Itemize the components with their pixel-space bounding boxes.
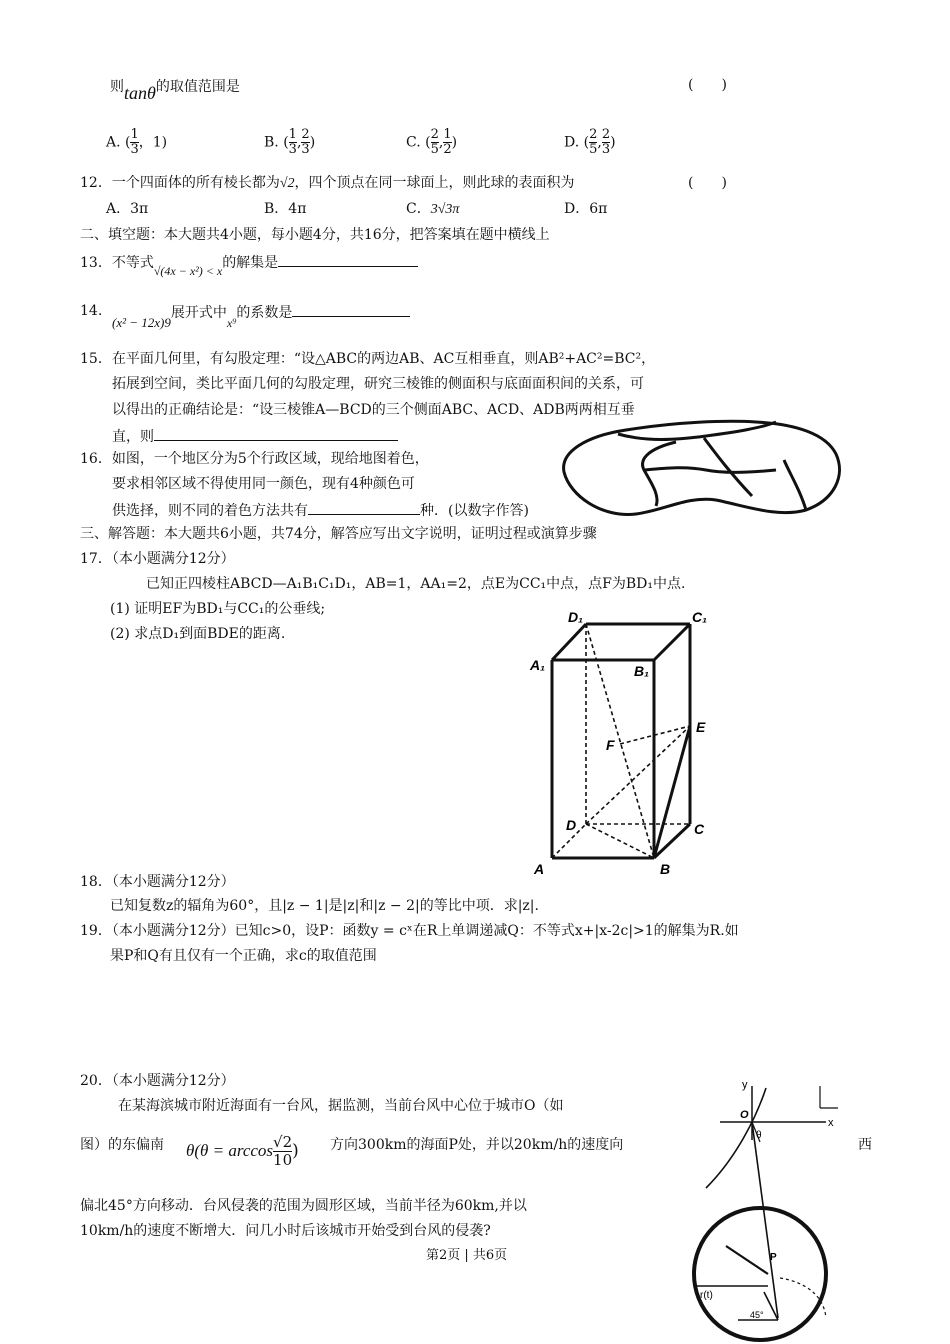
q20-line-3: 偏北45°方向移动．台风侵袭的范围为圆形区域，当前半径为60km,并以 <box>80 1198 527 1214</box>
q17-fig-label-c: C <box>694 821 705 837</box>
q16-region-map <box>556 414 846 520</box>
q17-fig-label-d: D <box>566 817 577 833</box>
q20-fig-label-y: y <box>742 1079 748 1091</box>
q20-fig-label-x: x <box>828 1117 834 1129</box>
q20-fig-label-theta: θ <box>756 1130 762 1141</box>
q17-line-1: 已知正四棱柱ABCD—A₁B₁C₁D₁，AB=1，AA₁=2，点E为CC₁中点，点F为BD₁中点. <box>146 576 686 592</box>
q20-line-2-end: 西 <box>858 1137 872 1153</box>
q20-line-2a: 图）的东偏南 <box>80 1137 164 1153</box>
q16-line-3: 供选择，则不同的着色方法共有 种．(以数字作答) <box>112 500 529 520</box>
section-fill-in-heading: 二、填空题：本大题共4小题，每小题4分，共16分，把答案填在题中横线上 <box>80 227 550 243</box>
q18-heading: 18．（本小题满分12分） <box>80 874 235 890</box>
q17-fig-label-e: E <box>696 719 706 735</box>
q20-line-1: 在某海滨城市附近海面有一台风，据监测，当前台风中心位于城市O（如 <box>118 1098 564 1114</box>
q17-heading: 17．（本小题满分12分） <box>80 551 235 567</box>
q17-part-1: (1) 证明EF为BD₁与CC₁的公垂线; <box>110 601 326 617</box>
q11-option-c: C. ( $\frac{2}{5}$ , $\frac{1}{2}$ ) <box>406 127 458 157</box>
q12-answer-paren: ( ) <box>688 175 727 191</box>
q19-line-1: 19．（本小题满分12分）已知c>0，设P：函数y = cˣ在R上单调递减Q：不等式x+|x-2c|>1的解集为R.如 <box>80 923 739 939</box>
q16-answer-blank[interactable] <box>308 500 420 515</box>
q15-answer-blank[interactable] <box>154 426 398 441</box>
q17-prism-figure <box>526 604 726 876</box>
q19-line-2: 果P和Q有且仅有一个正确，求c的取值范围 <box>110 948 377 964</box>
q11-option-d: D. ( $\frac{2}{5}$ , $\frac{2}{3}$ ) <box>564 127 616 157</box>
q17-fig-label-c1: C₁ <box>692 609 708 625</box>
q12-option-b: B．4π <box>264 201 307 217</box>
page-footer: 第2页 | 共6页 <box>426 1248 508 1263</box>
q20-heading: 20．（本小题满分12分） <box>80 1073 235 1089</box>
q20-line-2b: 方向300km的海面P处，并以20km/h的速度向 <box>330 1137 624 1153</box>
q20-theta-formula: θ(θ = arccos $\frac{√2}{10}$ ) <box>186 1133 299 1169</box>
q13-stem: 13．不等式√(4x − x²) < x的解集是 <box>80 252 418 272</box>
q17-fig-label-b: B <box>660 861 671 876</box>
q11-answer-paren: ( ) <box>688 77 727 93</box>
q17-fig-label-a: A <box>534 861 545 876</box>
q14-stem: 14. <box>80 303 103 319</box>
q15-line-3: 以得出的正确结论是：“设三棱锥A—BCD的三个侧面ABC、ACD、ADB两两相互垂 <box>112 402 635 418</box>
q17-fig-label-a1: A₁ <box>530 657 546 673</box>
q14-answer-blank[interactable] <box>292 302 410 317</box>
section-solutions-heading: 三、解答题：本大题共6小题，共74分，解答应写出文字说明，证明过程或演算步骤 <box>80 526 597 542</box>
q11-option-a: A. ( $\frac{1}{3}$ ，1) <box>106 127 168 157</box>
q17-fig-label-d1: D₁ <box>568 609 584 625</box>
q15-line-1: 15．在平面几何里，有勾股定理：“设△ABC的两边AB、AC互相垂直，则AB²+AC²=BC²， <box>80 351 656 367</box>
q11-stem: 则tanθ的取值范围是 <box>110 79 240 103</box>
q15-line-2: 拓展到空间，类比平面几何的勾股定理，研究三棱锥的侧面积与底面面积间的关系，可 <box>112 376 644 392</box>
q12-option-d: D．6π <box>564 201 608 217</box>
q20-fig-label-o: O <box>740 1109 749 1121</box>
q17-fig-label-f: F <box>606 737 615 753</box>
q12-option-a: A．3π <box>106 201 149 217</box>
q16-line-1: 16．如图，一个地区分为5个行政区域，现给地图着色， <box>80 451 429 467</box>
q12-stem: 12．一个四面体的所有棱长都为√2，四个顶点在同一球面上，则此球的表面积为 <box>80 175 575 191</box>
q18-line-1: 已知复数z的辐角为60°，且|z − 1|是|z|和|z − 2|的等比中项．求|z|. <box>110 898 539 914</box>
q12-option-c: C．3√3π <box>406 201 460 217</box>
q14-stem-body: (x² − 12x)9展开式中x⁹的系数是 <box>112 302 410 322</box>
q16-line-2: 要求相邻区域不得使用同一颜色，现有4种颜色可 <box>112 476 415 492</box>
q20-fig-label-radius: r(t) <box>700 1290 713 1301</box>
q20-typhoon-figure <box>686 1078 852 1344</box>
q17-fig-label-b1: B₁ <box>634 663 650 679</box>
q13-answer-blank[interactable] <box>278 252 418 267</box>
q20-fig-label-angle: 45° <box>750 1310 764 1320</box>
q11-option-b: B. ( $\frac{1}{3}$ , $\frac{2}{3}$ ) <box>264 127 316 157</box>
q15-line-4: 直，则 <box>112 426 398 446</box>
q17-part-2: (2) 求点D₁到面BDE的距离. <box>110 626 286 642</box>
q20-line-4: 10km/h的速度不断增大．问几小时后该城市开始受到台风的侵袭? <box>80 1223 491 1239</box>
q20-fig-label-p: P <box>770 1252 777 1263</box>
